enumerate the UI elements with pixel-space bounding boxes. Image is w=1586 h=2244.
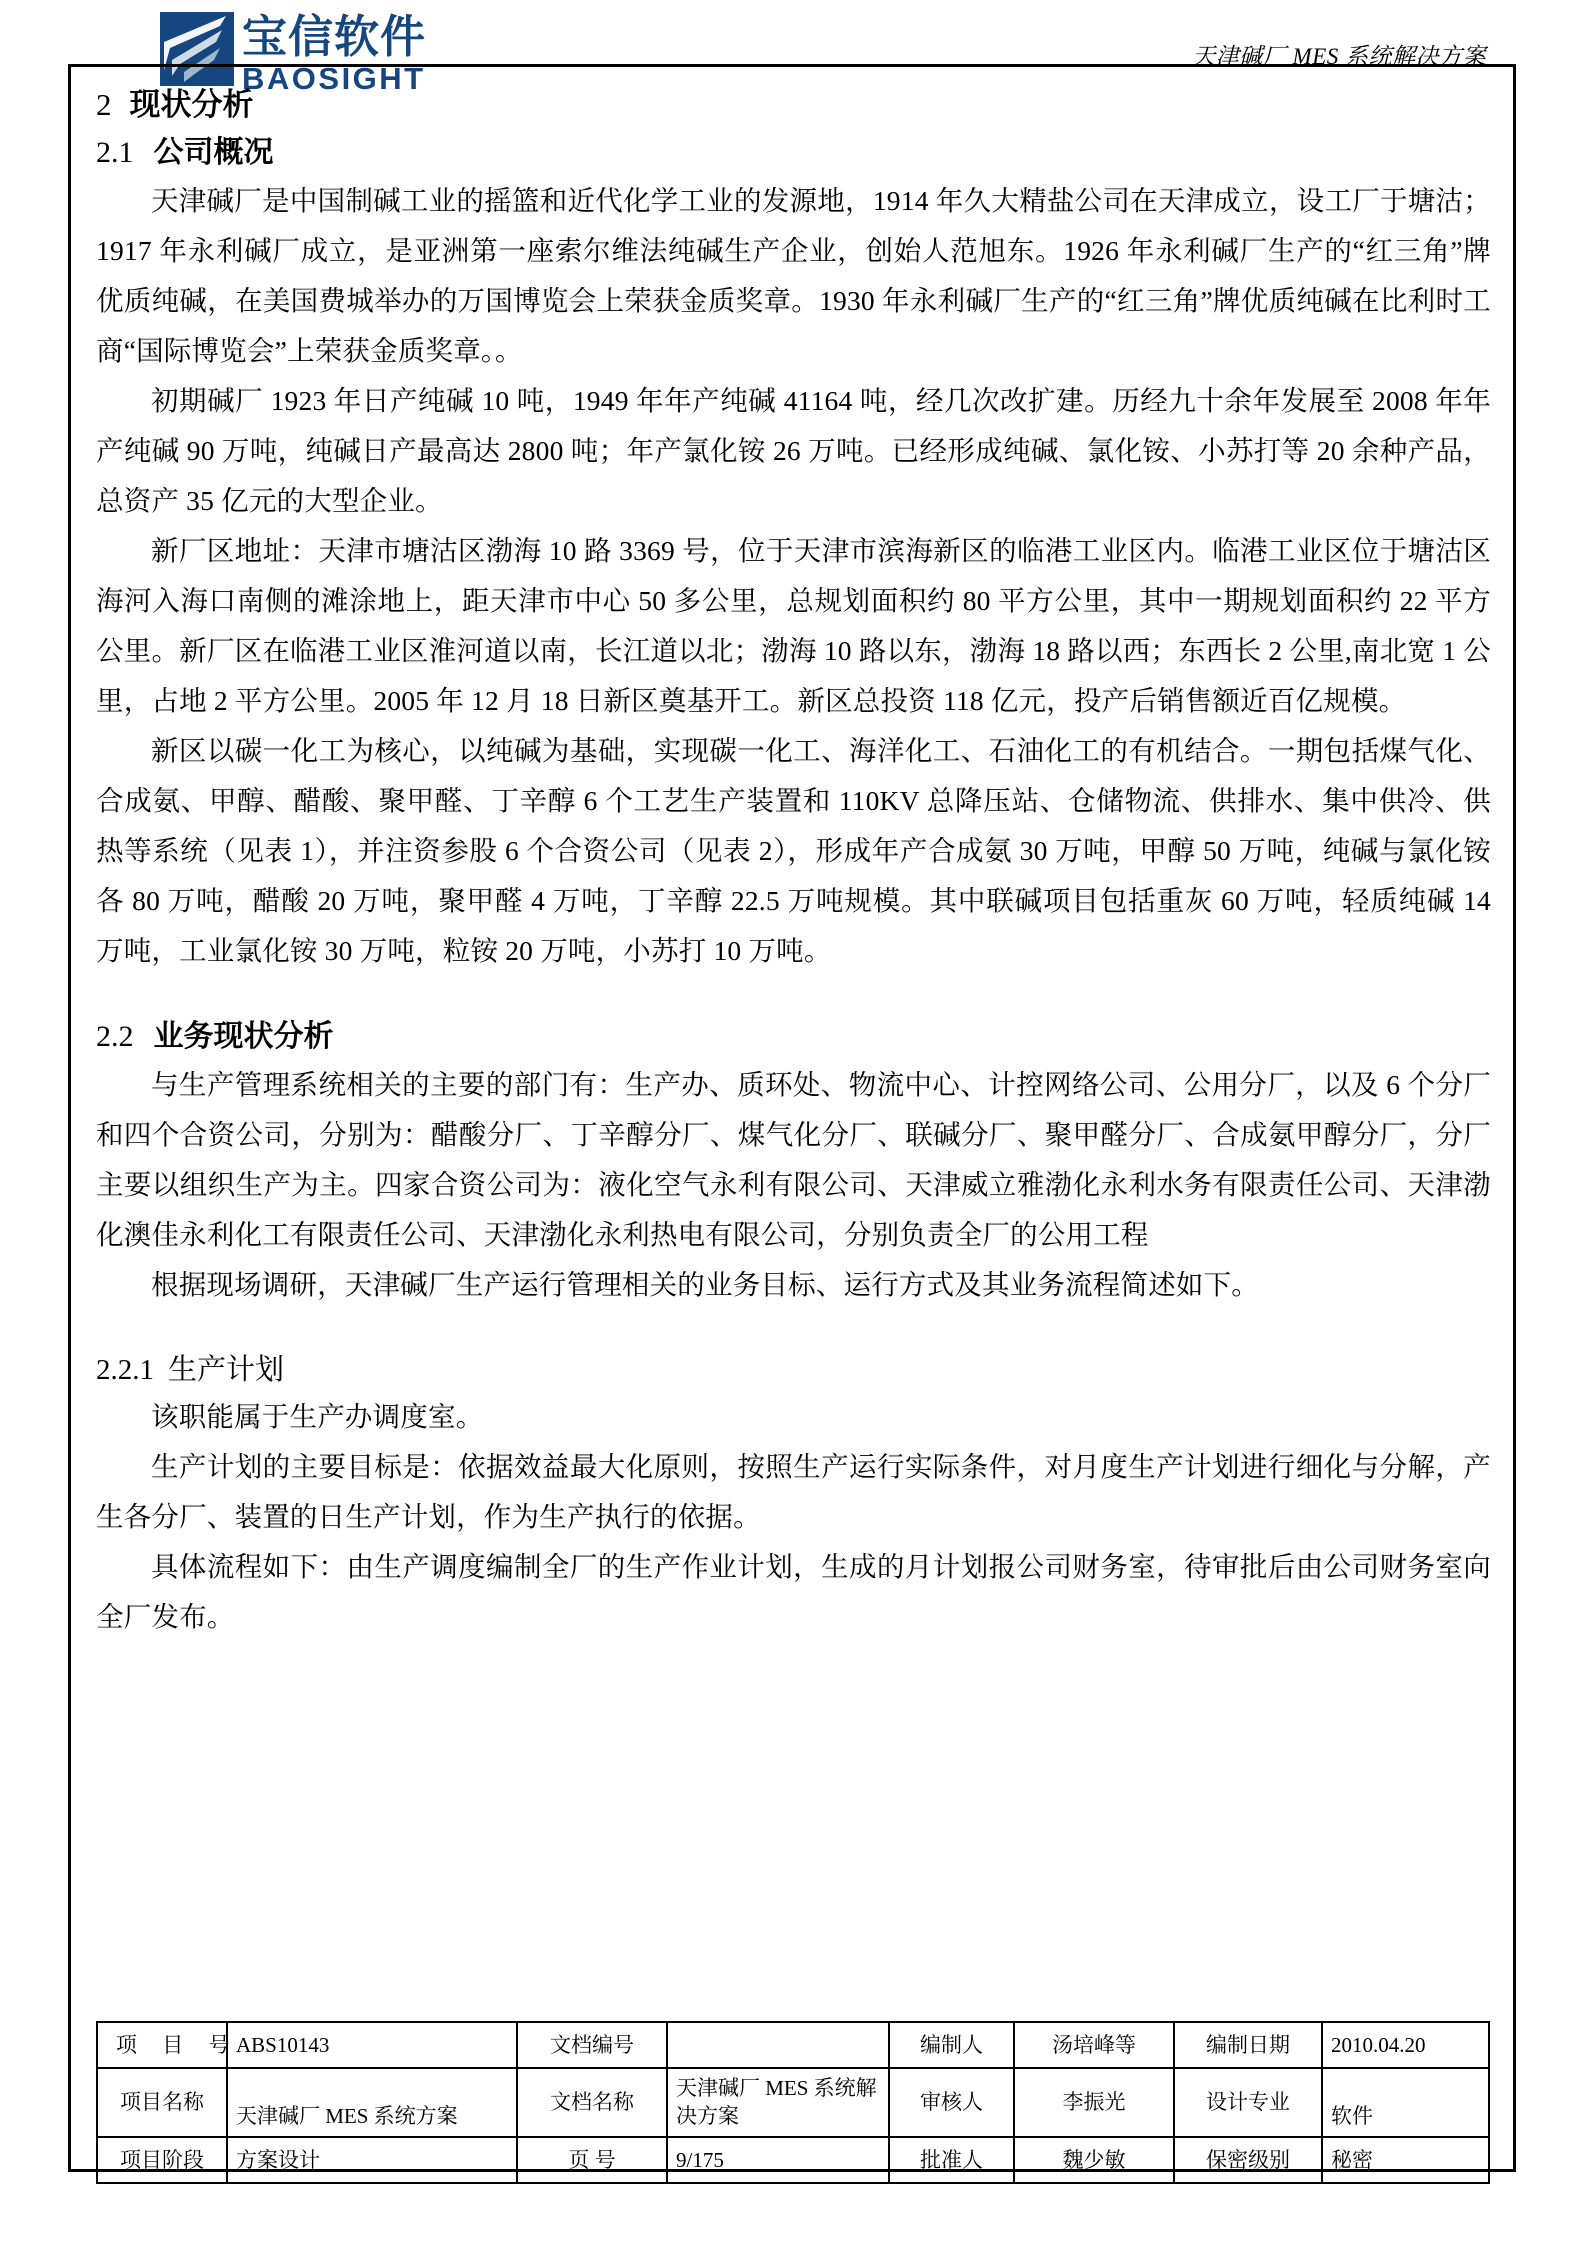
heading-2-2-1-title: 生产计划 — [168, 1353, 285, 1386]
heading-section-2 — [96, 84, 1491, 126]
cell-value-project-name: 天津碱厂 MES 系统方案 — [227, 2068, 517, 2137]
heading-section-2-2-1 — [96, 1350, 1491, 1391]
heading-section-2-2 — [96, 1016, 1491, 1058]
heading-2-1-number: 2.1 — [96, 135, 134, 169]
section-spacer — [96, 976, 1491, 1016]
cell-label-page-number: 页 号 — [517, 2137, 667, 2183]
cell-value-confidentiality: 秘密 — [1322, 2137, 1489, 2183]
table-row — [97, 2137, 1489, 2183]
cell-value-page-number: 9/175 — [667, 2137, 889, 2183]
cell-label-project-name: 项目名称 — [97, 2068, 227, 2137]
document-footer-table — [96, 2021, 1490, 2184]
logo-english-name: BAOSIGHT — [242, 61, 426, 96]
cell-value-reviewer: 李振光 — [1014, 2068, 1174, 2137]
cell-value-author: 汤培峰等 — [1014, 2022, 1174, 2068]
cell-value-doc-number — [667, 2022, 889, 2068]
paragraph-plan-workflow: 具体流程如下：由生产调度编制全厂的生产作业计划，生成的月计划报公司财务室，待审批后由公司财务室向全厂发布。 — [96, 1551, 1491, 1633]
heading-2-title: 现状分析 — [129, 87, 254, 122]
logo-chinese-name: 宝信软件 — [242, 11, 427, 62]
cell-value-created-date: 2010.04.20 — [1322, 2022, 1489, 2068]
heading-2-1-title: 公司概况 — [153, 135, 274, 169]
paragraph-research-summary: 根据现场调研，天津碱厂生产运行管理相关的业务目标、运行方式及其业务流程简述如下。 — [151, 1268, 1259, 1300]
cell-label-doc-name: 文档名称 — [517, 2068, 667, 2137]
heading-2-2-number: 2.2 — [96, 1019, 134, 1053]
paragraph-company-history: 天津碱厂是中国制碱工业的摇篮和近代化学工业的发源地，1914 年久大精盐公司在天津成立，设工厂于塘沽；1917 年永利碱厂成立，是亚洲第一座索尔维法纯碱生产企业，创始人范旭东。1926 年永利碱厂生产的“红三角”牌优质纯碱，在美国费城举办的万国博览会上荣获金质奖章。1930 年永利碱厂生产的“红三角”牌优质纯碱在比利时工商“国际博览会”上荣获金质奖章。。 — [96, 184, 1491, 366]
paragraph-new-zone-industry: 新区以碳一化工为核心，以纯碱为基础，实现碳一化工、海洋化工、石油化工的有机结合。一期包括煤气化、合成氨、甲醇、醋酸、聚甲醛、丁辛醇 6 个工艺生产装置和 110KV 总降压站、仓储物流、供排水、集中供冷、供热等系统（见表 1），并注资参股 6 个合资公司（见表 2），形成年产合成氨 30 万吨，甲醇 50 万吨，纯碱与氯化铵各 80 万吨，醋酸 20 万吨，聚甲醛 4 万吨，丁辛醇 22.5 万吨规模。其中联碱项目包括重灰 60 万吨，轻质纯碱 14 万吨，工业氯化铵 30 万吨，粒铵 20 万吨，小苏打 10 万吨。 — [96, 734, 1491, 966]
cell-value-project-number: ABS10143 — [227, 2022, 517, 2068]
heading-section-2-1 — [96, 132, 1491, 174]
cell-label-confidentiality: 保密级别 — [1174, 2137, 1322, 2183]
cell-label-reviewer: 审核人 — [889, 2068, 1014, 2137]
cell-label-author: 编制人 — [889, 2022, 1014, 2068]
cell-label-approver: 批准人 — [889, 2137, 1014, 2183]
cell-value-project-phase: 方案设计 — [227, 2137, 517, 2183]
paragraph-plan-objective: 生产计划的主要目标是：依据效益最大化原则，按照生产运行实际条件，对月度生产计划进行细化与分解，产生各分厂、装置的日生产计划，作为生产执行的依据。 — [96, 1451, 1491, 1533]
table-row — [97, 2022, 1489, 2068]
cell-label-design-discipline: 设计专业 — [1174, 2068, 1322, 2137]
cell-value-doc-name: 天津碱厂 MES 系统解决方案 — [667, 2068, 889, 2137]
cell-label-doc-number: 文档编号 — [517, 2022, 667, 2068]
cell-value-approver: 魏少敏 — [1014, 2137, 1174, 2183]
paragraph-function-ownership: 该职能属于生产办调度室。 — [151, 1401, 484, 1433]
cell-value-design-discipline: 软件 — [1322, 2068, 1489, 2137]
cell-label-created-date: 编制日期 — [1174, 2022, 1322, 2068]
cell-label-project-phase: 项目阶段 — [97, 2137, 227, 2183]
paragraph-departments: 与生产管理系统相关的主要的部门有：生产办、质环处、物流中心、计控网络公司、公用分厂，以及 6 个分厂和四个合资公司，分别为：醋酸分厂、丁辛醇分厂、煤气化分厂、联碱分厂、聚甲醛分厂、合成氨甲醇分厂，分厂主要以组织生产为主。四家合资公司为：液化空气永利有限公司、天津威立雅渤化永利水务有限责任公司、天津渤化澳佳永利化工有限责任公司、天津渤化永利热电有限公司，分别负责全厂的公用工程 — [96, 1068, 1491, 1250]
document-body — [96, 84, 1491, 1642]
running-header-title: 天津碱厂 MES 系统解决方案 — [1192, 44, 1486, 69]
cell-label-project-number: 项 目 号 — [97, 2022, 227, 2068]
heading-2-2-1-number: 2.2.1 — [96, 1353, 154, 1386]
section-spacer-2 — [96, 1310, 1491, 1350]
heading-2-2-title: 业务现状分析 — [153, 1019, 334, 1053]
table-row — [97, 2068, 1489, 2137]
paragraph-new-plant-address: 新厂区地址：天津市塘沽区渤海 10 路 3369 号，位于天津市滨海新区的临港工业区内。临港工业区位于塘沽区海河入海口南侧的滩涂地上，距天津市中心 50 多公里，总规划面积约 80 平方公里，其中一期规划面积约 22 平方公里。新厂区在临港工业区淮河道以南，长江道以北；渤海 10 路以东，渤海 18 路以西；东西长 2 公里,南北宽 1 公里，占地 2 平方公里。2005 年 12 月 18 日新区奠基开工。新区总投资 118 亿元，投产后销售额近百亿规模。 — [96, 534, 1491, 716]
heading-2-number: 2 — [96, 87, 112, 122]
paragraph-production-capacity: 初期碱厂 1923 年日产纯碱 10 吨，1949 年年产纯碱 41164 吨，经几次改扩建。历经九十余年发展至 2008 年年产纯碱 90 万吨，纯碱日产最高达 2800 吨；年产氯化铵 26 万吨。已经形成纯碱、氯化铵、小苏打等 20 余种产品，总资产 35 亿元的大型企业。 — [96, 384, 1491, 516]
